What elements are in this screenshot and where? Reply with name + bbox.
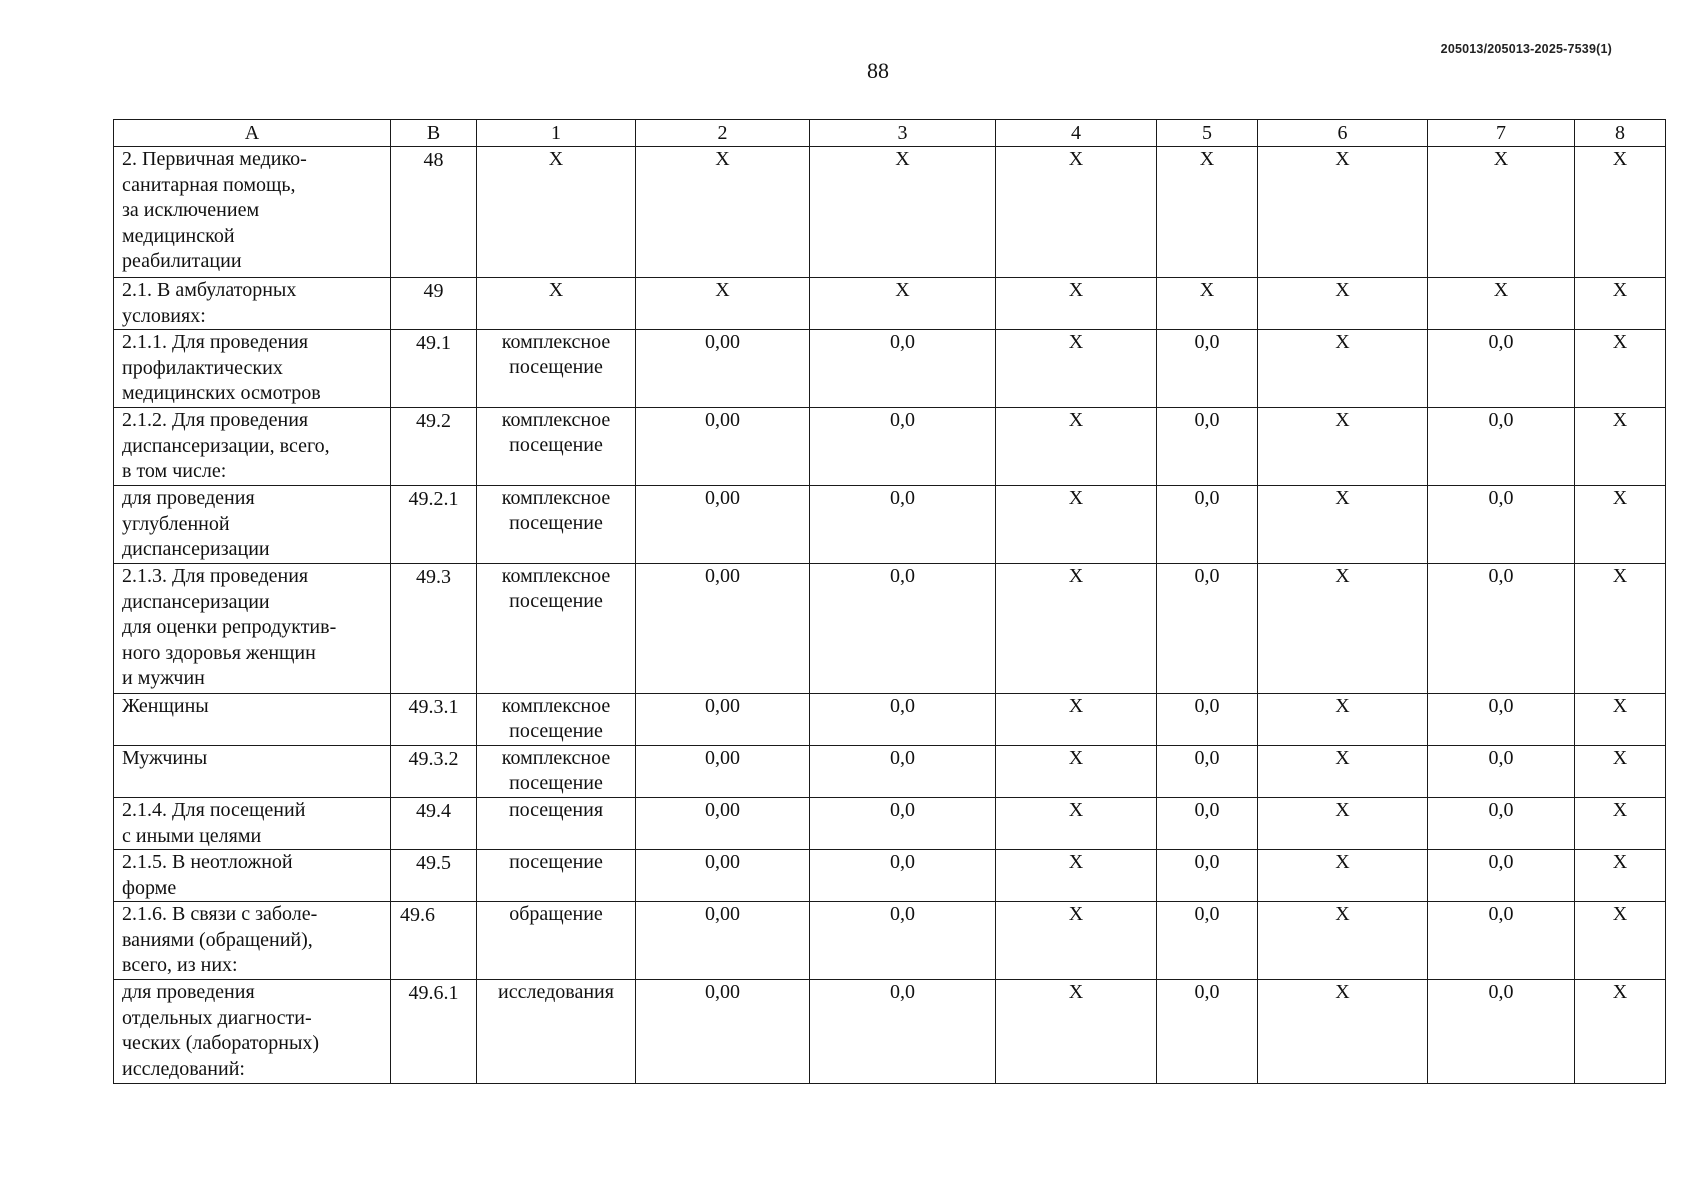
cell-col-1: обращение (477, 902, 636, 980)
cell-col-5: 0,0 (1157, 902, 1258, 980)
row-code: 49.2.1 (391, 486, 477, 564)
column-header: 5 (1157, 120, 1258, 147)
cell-col-6: Х (1258, 564, 1428, 694)
cell-col-2: 0,00 (636, 486, 810, 564)
cell-col-2: 0,00 (636, 980, 810, 1084)
cell-col-4: Х (996, 798, 1157, 850)
cell-col-6: Х (1258, 902, 1428, 980)
cell-col-3: 0,0 (810, 408, 996, 486)
cell-col-5: 0,0 (1157, 798, 1258, 850)
column-header: 8 (1575, 120, 1666, 147)
cell-col-3: 0,0 (810, 694, 996, 746)
unit-label: комплексное посещение (501, 409, 611, 456)
cell-col-4: Х (996, 850, 1157, 902)
cell-col-6: Х (1258, 408, 1428, 486)
cell-col-8: Х (1575, 980, 1666, 1084)
cell-col-3: 0,0 (810, 486, 996, 564)
row-label: 2.1.6. В связи с заболе- ваниями (обращений), всего, из них: (122, 903, 318, 976)
cell-col-8: Х (1575, 147, 1666, 278)
cell-col-8: Х (1575, 694, 1666, 746)
cell-col-3: 0,0 (810, 980, 996, 1084)
cell-col-5: Х (1157, 278, 1258, 330)
cell-col-3: 0,0 (810, 564, 996, 694)
cell-col-2: 0,00 (636, 694, 810, 746)
cell-col-6: Х (1258, 980, 1428, 1084)
row-code: 49.2 (391, 408, 477, 486)
cell-col-3: Х (810, 278, 996, 330)
table-row (114, 486, 1666, 564)
table-row (114, 330, 1666, 408)
cell-col-3: 0,0 (810, 746, 996, 798)
column-header: B (391, 120, 477, 147)
unit-label: комплексное посещение (501, 487, 611, 534)
table-row (114, 798, 1666, 850)
column-header: 2 (636, 120, 810, 147)
column-header: 7 (1428, 120, 1575, 147)
column-header: 1 (477, 120, 636, 147)
cell-col-7: 0,0 (1428, 564, 1575, 694)
cell-col-7: 0,0 (1428, 408, 1575, 486)
row-label: 2.1.1. Для проведения профилактических медицинских осмотров (122, 331, 321, 404)
row-code: 49.4 (391, 798, 477, 850)
cell-col-6: Х (1258, 486, 1428, 564)
table-header-row (114, 120, 1666, 147)
row-label: 2.1.2. Для проведения диспансеризации, всего, в том числе: (122, 409, 330, 482)
cell-col-2: 0,00 (636, 564, 810, 694)
cell-col-1: посещения (477, 798, 636, 850)
table-row (114, 902, 1666, 980)
row-code: 49.6.1 (391, 980, 477, 1084)
cell-col-8: Х (1575, 850, 1666, 902)
unit-label: комплексное посещение (501, 747, 611, 794)
row-code: 49.5 (391, 850, 477, 902)
cell-col-3: 0,0 (810, 902, 996, 980)
table-row (114, 980, 1666, 1084)
cell-col-2: 0,00 (636, 798, 810, 850)
cell-col-4: Х (996, 486, 1157, 564)
cell-col-4: Х (996, 980, 1157, 1084)
cell-col-8: Х (1575, 798, 1666, 850)
cell-col-6: Х (1258, 850, 1428, 902)
cell-col-8: Х (1575, 278, 1666, 330)
cell-col-5: 0,0 (1157, 694, 1258, 746)
row-label: 2.1.3. Для проведения диспансеризации для оценки репродуктив- ного здоровья женщин и мужчин (122, 565, 337, 689)
table-row (114, 850, 1666, 902)
cell-col-4: Х (996, 694, 1157, 746)
cell-col-5: 0,0 (1157, 564, 1258, 694)
cell-col-2: 0,00 (636, 850, 810, 902)
table-row (114, 746, 1666, 798)
cell-col-4: Х (996, 330, 1157, 408)
column-header: 3 (810, 120, 996, 147)
cell-col-2: 0,00 (636, 902, 810, 980)
table-row (114, 278, 1666, 330)
row-label: 2.1.5. В неотложной форме (122, 851, 293, 899)
cell-col-1: Х (477, 147, 636, 278)
table-row (114, 694, 1666, 746)
cell-col-5: 0,0 (1157, 850, 1258, 902)
table-row (114, 408, 1666, 486)
cell-col-4: Х (996, 278, 1157, 330)
table-row (114, 147, 1666, 278)
cell-col-8: Х (1575, 746, 1666, 798)
row-code: 49.3.1 (391, 694, 477, 746)
unit-label: комплексное посещение (501, 695, 611, 742)
cell-col-4: Х (996, 564, 1157, 694)
row-label: для проведения отдельных диагности- ческих (лабораторных) исследований: (122, 981, 320, 1080)
row-label: для проведения углубленной диспансеризации (122, 487, 270, 560)
document-registration-number: 205013/205013-2025-7539(1) (1440, 42, 1612, 56)
cell-col-2: 0,00 (636, 408, 810, 486)
unit-label: комплексное посещение (501, 565, 611, 612)
cell-col-3: 0,0 (810, 798, 996, 850)
cell-col-4: Х (996, 746, 1157, 798)
cell-col-7: 0,0 (1428, 798, 1575, 850)
page-number: 88 (867, 58, 889, 83)
cell-col-3: Х (810, 147, 996, 278)
cell-col-1: Х (477, 278, 636, 330)
row-code: 49.3 (391, 564, 477, 694)
cell-col-2: 0,00 (636, 330, 810, 408)
column-header: A (114, 120, 391, 147)
cell-col-7: 0,0 (1428, 850, 1575, 902)
cell-col-5: 0,0 (1157, 746, 1258, 798)
cell-col-5: 0,0 (1157, 330, 1258, 408)
cell-col-1: посещение (477, 850, 636, 902)
cell-col-6: Х (1258, 798, 1428, 850)
column-header: 4 (996, 120, 1157, 147)
cell-col-7: 0,0 (1428, 980, 1575, 1084)
row-code: 49 (391, 278, 477, 330)
cell-col-8: Х (1575, 330, 1666, 408)
row-code: 49.1 (391, 330, 477, 408)
data-table (113, 119, 1666, 1084)
cell-col-6: Х (1258, 694, 1428, 746)
cell-col-7: 0,0 (1428, 746, 1575, 798)
row-label: Женщины (122, 695, 209, 717)
row-label: 2.1.4. Для посещений с иными целями (122, 799, 306, 847)
cell-col-2: Х (636, 278, 810, 330)
cell-col-3: 0,0 (810, 850, 996, 902)
cell-col-7: 0,0 (1428, 694, 1575, 746)
cell-col-7: 0,0 (1428, 486, 1575, 564)
cell-col-6: Х (1258, 330, 1428, 408)
row-code: 49.6 (391, 902, 477, 980)
cell-col-7: 0,0 (1428, 330, 1575, 408)
table-row (114, 564, 1666, 694)
cell-col-2: Х (636, 147, 810, 278)
cell-col-8: Х (1575, 486, 1666, 564)
cell-col-4: Х (996, 147, 1157, 278)
cell-col-5: Х (1157, 147, 1258, 278)
cell-col-8: Х (1575, 902, 1666, 980)
cell-col-5: 0,0 (1157, 408, 1258, 486)
cell-col-5: 0,0 (1157, 980, 1258, 1084)
cell-col-3: 0,0 (810, 330, 996, 408)
row-label: 2. Первичная медико- санитарная помощь, за исключением медицинской реабилитации (122, 148, 307, 272)
unit-label: комплексное посещение (501, 331, 611, 378)
cell-col-6: Х (1258, 278, 1428, 330)
column-header: 6 (1258, 120, 1428, 147)
row-code: 49.3.2 (391, 746, 477, 798)
cell-col-7: Х (1428, 147, 1575, 278)
row-code: 48 (391, 147, 477, 278)
row-label: Мужчины (122, 747, 208, 769)
cell-col-6: Х (1258, 147, 1428, 278)
cell-col-4: Х (996, 408, 1157, 486)
cell-col-7: 0,0 (1428, 902, 1575, 980)
cell-col-7: Х (1428, 278, 1575, 330)
cell-col-5: 0,0 (1157, 486, 1258, 564)
cell-col-8: Х (1575, 408, 1666, 486)
cell-col-4: Х (996, 902, 1157, 980)
row-label: 2.1. В амбулаторных условиях: (122, 279, 297, 327)
cell-col-2: 0,00 (636, 746, 810, 798)
cell-col-1: исследования (477, 980, 636, 1084)
cell-col-6: Х (1258, 746, 1428, 798)
cell-col-8: Х (1575, 564, 1666, 694)
